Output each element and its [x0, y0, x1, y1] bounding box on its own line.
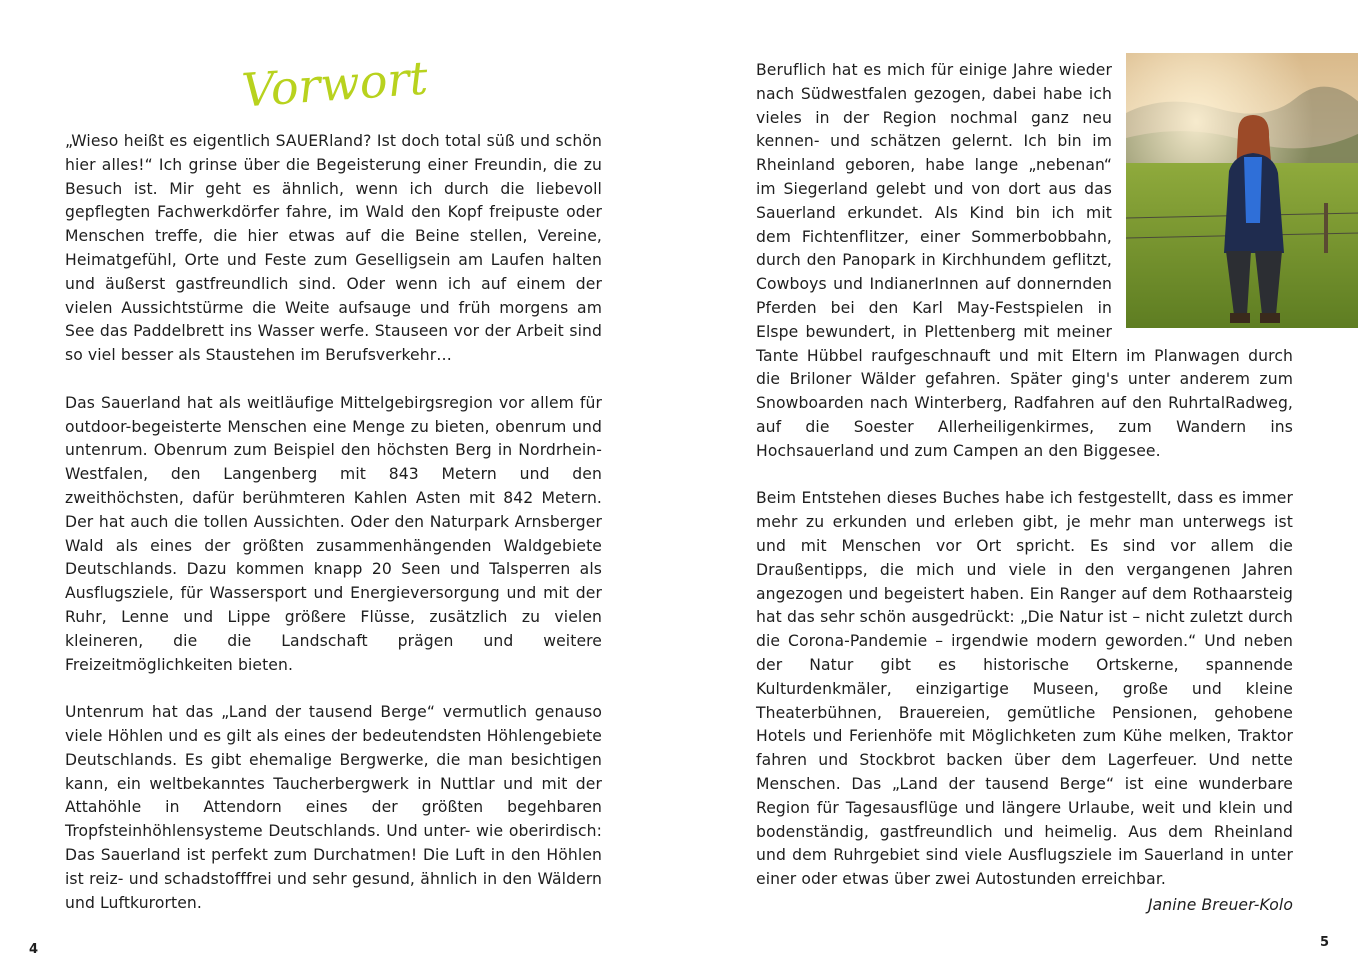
right-page — [679, 0, 1358, 974]
page-number-left: 4 — [29, 942, 39, 957]
author-signature: Janine Breuer-Kolo — [1147, 895, 1293, 914]
right-text-column — [756, 59, 1293, 917]
left-text-column — [65, 130, 602, 939]
page-number-right: 5 — [1320, 935, 1330, 950]
author-photo-image — [1126, 53, 1358, 328]
right-paragraph-2: Beim Entstehen dieses Buches habe ich festgestellt, dass es immer mehr zu erkunden und erleben gibt, je mehr man unterwegs ist und mit Menschen vor Ort spricht. Es sind vor allem die Draußentipps, die mich und viele in den vergangenen Jahren angezogen und begeistert haben. Ein Ranger auf dem Rothaarsteig hat das sehr schön ausgedrückt: „Die Natur ist – nicht zuletzt durch die Corona-Pandemie – irgendwie modern geworden.“ Und neben der Natur gibt es historische Ortskerne, spannende Kulturdenkmäler, einzigartige Museen, große und kleine Theaterbühnen, Brauereien, gemütliche Pensionen, gehobene Hotels und Ferienhöfe mit Möglichketen zum Kühe melken, Traktor fahren und Stockbrot backen über dem Lagerfeuer. Und nette Menschen. Das „Land der tausend Berge“ ist eine wunderbare Region für Tagesausflüge und längere Urlaube, weit und klein und bodenständig, gastfreundlich und heimelig. Aus dem Rheinland und dem Ruhrgebiet sind viele Ausflugsziele im Sauerland in unter einer oder etwas über zwei Autostunden erreichbar. — [756, 489, 1293, 889]
left-paragraph-2: Das Sauerland hat als weitläufige Mittelgebirgsregion vor allem für outdoor-begeisterte Menschen eine Menge zu bieten, obenrum und untenrum. Obenrum zum Beispiel den höchsten Berg in Nordrhein-Westfalen, den Langenberg mit 843 Metern und den zweithöchsten, dafür berühmteren Kahlen Asten mit 842 Metern. Der hat auch die tollen Aussichten. Oder den Naturpark Arnsberger Wald als eines der größten zusammenhängenden Waldgebiete Deutschlands. Dazu kommen knapp 20 Seen und Talsperren als Ausflugsziele, für Wassersport und Energieversorgung und mit der Ruhr, Lenne und Lippe größere Flüsse, zusätzlich zu vielen kleineren, die die Landschaft prägen und weitere Freizeitmöglichkeiten bieten. — [65, 393, 602, 674]
chapter-heading-text: Vorwort — [239, 50, 430, 118]
left-paragraph-1: „Wieso heißt es eigentlich SAUERland? Ist doch total süß und schön hier alles!“ Ich grinse über die Begeisterung einer Freundin, die zu Besuch ist. Mir geht es ähnlich, wenn ich durch die liebevoll gepflegten Fachwerkdörfer fahre, im Wald den Kopf freipuste oder Menschen treffe, die hier etwas auf die Beine stellen, Vereine, Heimatgefühl, Orte und Feste zum Geselligsein am Laufen halten und äußerst gastfreundlich sind. Oder wenn ich auf einem der vielen Aussichtstürme die Weite aufsauge und früh morgens am See das Paddelbrett ins Wasser werfe. Stauseen vor der Arbeit sind so viel besser als Staustehen im Berufsverkehr… — [65, 132, 602, 365]
left-paragraph-3: Untenrum hat das „Land der tausend Berge“ vermutlich genauso viele Höhlen und es gilt als eines der bedeutendsten Höhlengebiete Deutschlands. Es gibt ehemalige Bergwerke, die man besichtigen kann, ein weltbekanntes Taucherbergwerk in Nuttlar und mit der Attahöhle in Attendorn eines der größten begehbaren Tropfsteinhöhlensysteme Deutschlands. Und unter- wie oberirdisch: Das Sauerland ist perfekt zum Durchatmen! Die Luft in den Höhlen ist reiz- und schadstofffrei und sehr gesund, ähnlich in den Wäldern und Luftkurorten. — [65, 703, 602, 912]
right-paragraph-1: Beruflich hat es mich für einige Jahre wieder nach Südwestfalen gezogen, dabei habe ich vieles in der Region nochmal ganz neu kennen- und schätzen gelernt. Ich bin im Rheinland geboren, habe lange „nebenan“ im Siegerland gelebt und von dort aus das Sauerland erkundet. Als Kind bin ich mit dem Fichtenflitzer, einer Sommerbobbahn, durch den Panopark in Kirchhundem geflitzt, Cowboys und IndianerInnen auf donnernden Pferden bei den Karl May-Festspielen in Elspe bewundert, in Plettenberg mit meiner Tante Hübbel raufgeschnauft und mit Eltern im Planwagen durch die Briloner Wälder gefahren. Später ging's unter anderem zum Snowboarden nach Winterberg, Radfahren auf den RuhrtalRadweg, auf die Soester Allerheiligenkirmes, zum Wandern ins Hochsauerland und zum Campen an den Biggesee. — [756, 61, 1293, 460]
author-photo — [1126, 53, 1358, 328]
chapter-heading — [230, 48, 440, 128]
chapter-heading-lettering — [230, 48, 440, 128]
